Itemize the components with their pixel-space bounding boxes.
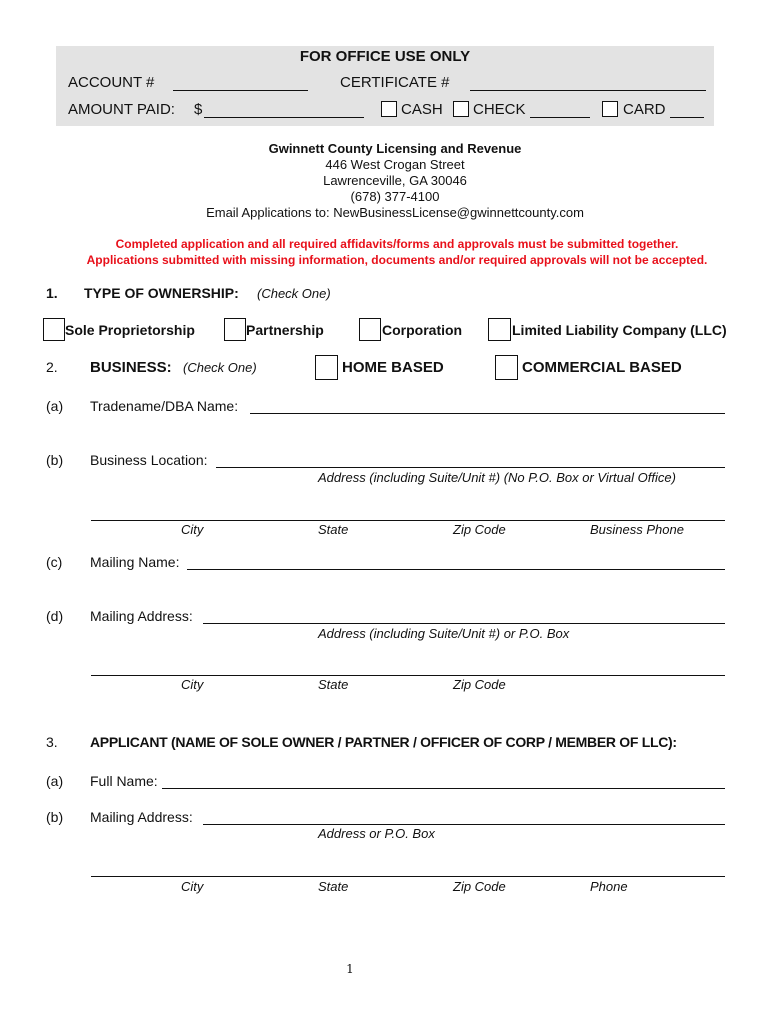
amount-paid-label: AMOUNT PAID: (68, 101, 175, 118)
sole-proprietorship-label: Sole Proprietorship (65, 322, 195, 338)
partnership-checkbox[interactable] (224, 318, 246, 341)
org-name: Gwinnett County Licensing and Revenue (268, 141, 522, 156)
section-1-number: 1. (46, 285, 58, 301)
org-street: 446 West Crogan Street (325, 157, 465, 172)
commercial-based-checkbox[interactable] (495, 355, 518, 380)
tradename-label: Tradename/DBA Name: (90, 398, 239, 414)
mailing-city-state-zip-field[interactable] (91, 675, 725, 676)
business-location-field[interactable] (216, 467, 725, 468)
corporation-checkbox[interactable] (359, 318, 381, 341)
certificate-field[interactable] (470, 90, 706, 91)
mailing-state-caption: State (318, 677, 349, 692)
sole-proprietorship-checkbox[interactable] (43, 318, 65, 341)
applicant-mailing-address-label: Mailing Address: (90, 809, 193, 825)
section-3b-letter: (b) (46, 809, 64, 825)
notice-line-1: Completed application and all required affidavits/forms and approvals must be submitted together. (115, 237, 679, 251)
dollar-sign: $ (194, 101, 203, 118)
business-phone-caption: Business Phone (590, 522, 684, 537)
home-based-checkbox[interactable] (315, 355, 338, 380)
account-field[interactable] (173, 90, 308, 91)
applicant-mailing-address-field[interactable] (203, 824, 725, 825)
section-2c-letter: (c) (46, 554, 63, 570)
check-checkbox[interactable] (453, 101, 469, 117)
mailing-address-label: Mailing Address: (90, 608, 193, 624)
section-3-title: APPLICANT (NAME OF SOLE OWNER / PARTNER / OFFICER OF CORP / MEMBER OF LLC): (90, 734, 677, 750)
applicant-state-caption: State (318, 879, 349, 894)
business-city-state-zip-field[interactable] (91, 520, 725, 521)
full-name-label: Full Name: (90, 773, 158, 789)
applicant-phone-caption: Phone (590, 879, 628, 894)
notice-line-2: Applications submitted with missing information, documents and/or required approvals will not be accepted. (86, 253, 708, 267)
office-use-title: FOR OFFICE USE ONLY (299, 48, 471, 65)
card-number-field[interactable] (670, 117, 704, 118)
check-label: CHECK (473, 101, 526, 118)
business-city-caption: City (181, 522, 204, 537)
applicant-city-state-zip-field[interactable] (91, 876, 725, 877)
page-number: 1 (346, 962, 354, 976)
org-city: Lawrenceville, GA 30046 (323, 173, 467, 188)
applicant-zip-caption: Zip Code (453, 879, 506, 894)
business-state-caption: State (318, 522, 349, 537)
section-3-number: 3. (46, 734, 58, 750)
card-checkbox[interactable] (602, 101, 618, 117)
section-1-hint: (Check One) (257, 286, 331, 301)
business-location-caption: Address (including Suite/Unit #) (No P.O. Box or Virtual Office) (318, 470, 676, 485)
full-name-field[interactable] (162, 788, 725, 789)
org-phone: (678) 377-4100 (350, 189, 440, 204)
business-location-label: Business Location: (90, 452, 208, 468)
cash-checkbox[interactable] (381, 101, 397, 117)
section-3a-letter: (a) (46, 773, 64, 789)
certificate-label: CERTIFICATE # (340, 74, 450, 91)
llc-label: Limited Liability Company (LLC) (512, 322, 727, 338)
section-2-number: 2. (46, 359, 58, 375)
cash-label: CASH (401, 101, 443, 118)
tradename-field[interactable] (250, 413, 725, 414)
section-2d-letter: (d) (46, 608, 64, 624)
corporation-label: Corporation (382, 322, 463, 338)
mailing-address-field[interactable] (203, 623, 725, 624)
applicant-city-caption: City (181, 879, 204, 894)
section-2b-letter: (b) (46, 452, 64, 468)
applicant-address-caption: Address or P.O. Box (318, 826, 435, 841)
mailing-zip-caption: Zip Code (453, 677, 506, 692)
home-based-label: HOME BASED (342, 359, 444, 376)
business-zip-caption: Zip Code (453, 522, 506, 537)
section-2-title: BUSINESS: (90, 359, 172, 376)
mailing-name-field[interactable] (187, 569, 725, 570)
check-number-field[interactable] (530, 117, 590, 118)
llc-checkbox[interactable] (488, 318, 511, 341)
commercial-based-label: COMMERCIAL BASED (522, 359, 682, 376)
section-2a-letter: (a) (46, 398, 64, 414)
section-1-title: TYPE OF OWNERSHIP: (84, 285, 239, 301)
card-label: CARD (623, 101, 666, 118)
mailing-address-caption: Address (including Suite/Unit #) or P.O. Box (318, 626, 570, 641)
mailing-city-caption: City (181, 677, 204, 692)
amount-paid-field[interactable] (204, 117, 364, 118)
mailing-name-label: Mailing Name: (90, 554, 180, 570)
org-email: Email Applications to: NewBusinessLicense@gwinnettcounty.com (206, 205, 584, 220)
account-label: ACCOUNT # (68, 74, 155, 91)
partnership-label: Partnership (246, 322, 324, 338)
section-2-hint: (Check One) (183, 360, 257, 375)
